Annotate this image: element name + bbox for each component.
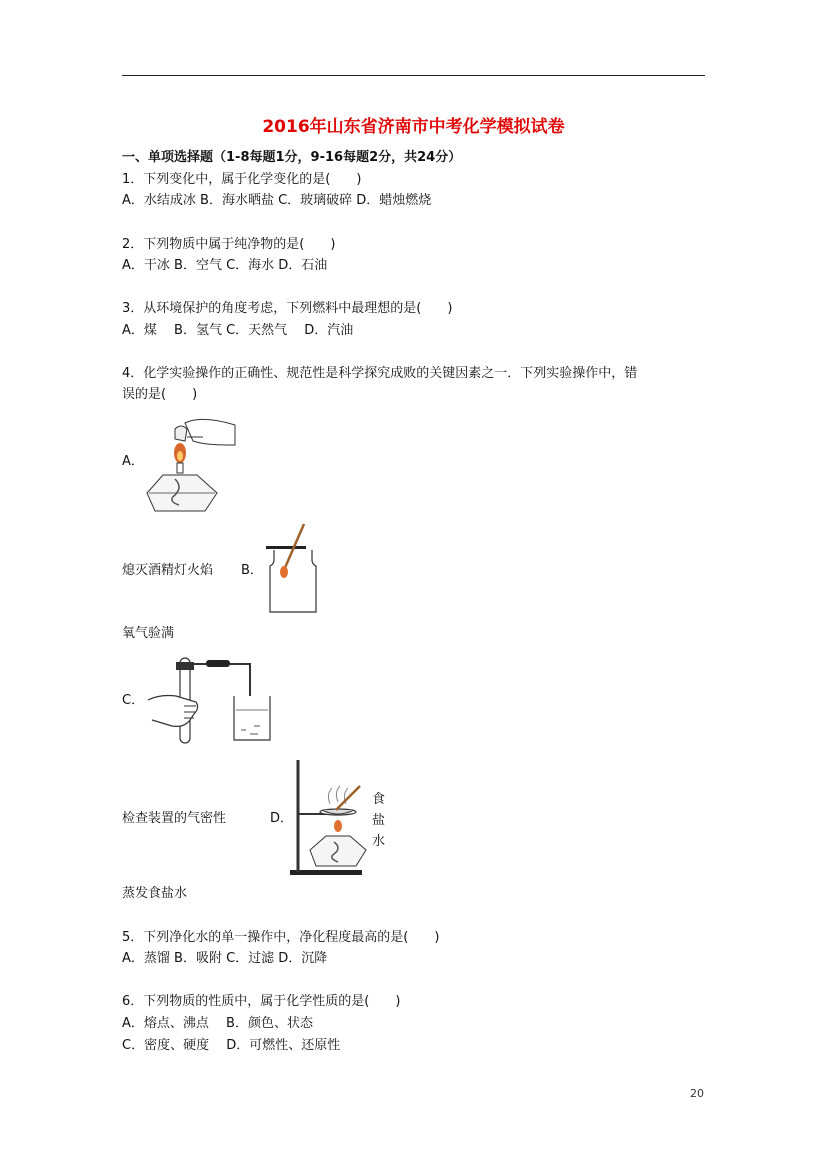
question-1-stem: 1．下列变化中，属于化学变化的是( ) [122, 172, 362, 187]
salt-water-label-char: 盐 [372, 813, 386, 828]
question-6-options-line2: C．密度、硬度 D．可燃性、还原性 [122, 1038, 341, 1053]
salt-water-label [372, 789, 388, 852]
question-1-options: A．水结成冰 B．海水晒盐 C．玻璃破碎 D．蜡烛燃烧 [122, 193, 432, 208]
oxygen-test-image [262, 520, 322, 615]
question-5-stem: 5．下列净化水的单一操作中，净化程度最高的是( ) [122, 930, 440, 945]
question-2-stem: 2．下列物质中属于纯净物的是( ) [122, 237, 336, 252]
question-4-stem-line2: 误的是( ) [122, 387, 198, 402]
section-heading: 一、单项选择题（1-8每题1分，9-16每题2分，共24分） [122, 150, 462, 165]
alcohol-lamp-extinguish-image [145, 415, 240, 515]
page-number: 20 [690, 1087, 704, 1100]
question-6-options-line1: A．熔点、沸点 B．颜色、状态 [122, 1016, 313, 1031]
question-3-options: A．煤 B．氢气 C．天然气 D．汽油 [122, 323, 354, 338]
question-4-stem-line1: 4．化学实验操作的正确性、规范性是科学探究成败的关键因素之一．下列实验操作中，错 [122, 366, 638, 381]
header-rule [122, 75, 705, 76]
option-a-caption: 熄灭酒精灯火焰 [122, 563, 214, 578]
question-5-options: A．蒸馏 B．吸附 C．过滤 D．沉降 [122, 951, 328, 966]
option-b-caption: 氧气验满 [122, 626, 175, 641]
evaporate-salt-water-image [290, 756, 370, 876]
airtightness-check-image [146, 650, 276, 745]
option-c-letter: C． [122, 693, 145, 708]
salt-water-label-char: 食 [372, 792, 386, 807]
page-title: 2016年山东省济南市中考化学模拟试卷 [262, 117, 565, 137]
question-6-stem: 6．下列物质的性质中，属于化学性质的是( ) [122, 994, 401, 1009]
option-a-letter: A． [122, 454, 144, 469]
option-b-letter: B． [241, 563, 263, 578]
option-c-caption: 检查装置的气密性 [122, 811, 227, 826]
option-d-caption: 蒸发食盐水 [122, 886, 188, 901]
question-2-options: A．干冰 B．空气 C．海水 D．石油 [122, 258, 328, 273]
question-3-stem: 3．从环境保护的角度考虑，下列燃料中最理想的是( ) [122, 301, 453, 316]
option-d-letter: D． [270, 811, 294, 826]
salt-water-label-char: 水 [372, 834, 386, 849]
